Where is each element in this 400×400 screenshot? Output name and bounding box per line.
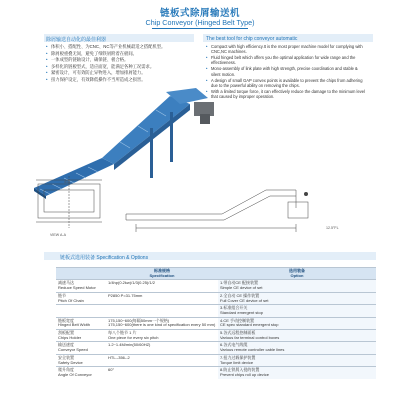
spec-value-cn: 1/4hp(0.2kw)/1/3(0.25)/1/2 [108, 280, 155, 286]
spec-cell-v [106, 292, 218, 304]
spec-value-cn: 1.2~1.4M/min(50/60HZ) [108, 342, 151, 348]
title-divider [152, 28, 248, 29]
spec-key-en: Safety Device [58, 359, 83, 365]
spec-option-en: Standard emergent stop [220, 309, 263, 315]
spec-cell-k [56, 342, 106, 354]
spec-key-en: Angle Of Conveyor [58, 371, 92, 377]
spec-key-cn: 爬升角度 [58, 367, 74, 373]
spec-col1-en: Specification [149, 272, 175, 278]
spec-cell-v [106, 305, 218, 317]
spec-key-cn: 刮板配置 [58, 330, 74, 336]
feature-en-item: • A design of small GAP convex points is available to prevent the chips from adhering due to the powerful ability on removing the chips. [206, 78, 366, 89]
spec-key-en: Chips Holder [58, 334, 82, 340]
spec-cell-k [56, 305, 106, 317]
spec-cell-v [106, 280, 218, 292]
spec-key-cn: 减速马达 [58, 280, 74, 286]
spec-cell-k [56, 292, 106, 304]
drawing-dimension-right: 12.5°FL [326, 226, 339, 230]
spec-key-en: Pitch Of Chain [58, 297, 84, 303]
spec-option-cn: 3.标准组合开关 [220, 305, 248, 311]
spec-option-en: CE spec standard emergent stop [220, 322, 279, 328]
spec-key-cn: 安全装置 [58, 354, 74, 360]
spec-option-en: Various far terminal control boxes [220, 334, 280, 340]
spec-cell-k [56, 280, 106, 292]
feature-cn-item: • 多样化的链板型式，适应面宽，能满足各种工况需求。 [46, 64, 191, 71]
spec-option-en: Torque limit device [220, 359, 254, 365]
technical-drawing [26, 168, 376, 240]
features-cn-list [46, 44, 191, 84]
spec-cell-v2 [218, 330, 376, 342]
spec-value-en: 175,150~600(there is one kind of specification every 50 mm) [108, 322, 216, 328]
spec-value-cn: HTL--356--2 [108, 354, 130, 360]
spec-col-key [56, 268, 106, 280]
spec-option-cn: 7.扭力过载保护装置 [220, 354, 256, 360]
spec-value-cn: P2850 P=31.75mm [108, 292, 143, 298]
spec-row [56, 305, 376, 317]
spec-cell-k [56, 330, 106, 342]
spec-cell-k [56, 317, 106, 329]
feature-en-item: • With a limited torque force, it can effectively reduce the damage to the minimum level that caused by improper operation. [206, 89, 366, 100]
spec-option-cn: 8.防止铁屑入侵的装置 [220, 367, 260, 373]
spec-option-en: Various remote controller cable lines [220, 347, 285, 353]
spec-col2-en: Option [290, 272, 304, 278]
spec-row [56, 342, 376, 354]
spec-cell-v [106, 367, 218, 379]
spec-value-en: One piece for every six pitch [108, 334, 159, 340]
feature-cn-item: • 一体成型的链轴设计，确保链、板合格。 [46, 57, 191, 64]
spec-col2-cn: 选用装备 [289, 268, 305, 273]
features-cn-heading: 除屑输送自动化的最佳利器 [46, 36, 107, 43]
spec-cell-v2 [218, 280, 376, 292]
spec-col-option [218, 268, 376, 280]
spec-option-cn: 1.带自动CE 配接装置 [220, 280, 259, 286]
spec-value-cn: 60° [108, 367, 115, 373]
feature-en-item: • Mono-assembly of link plate with high strength, precise coordination and stable & silent motion. [206, 66, 366, 77]
feature-en-item: • Compact with high efficiency.It is the most proper machine model for complying with CNC,NC machines. [206, 44, 366, 55]
page-title-en: Chip Conveyor (Hinged Belt Type) [145, 18, 255, 27]
spec-cell-v [106, 317, 218, 329]
spec-cell-v [106, 342, 218, 354]
spec-cell-k [56, 367, 106, 379]
spec-cell-v2 [218, 367, 376, 379]
spec-table-header [56, 268, 376, 280]
spec-row [56, 317, 376, 329]
spec-cell-v [106, 354, 218, 366]
spec-table [56, 267, 376, 379]
features-en-heading: The best tool for chip conveyor automatic [206, 35, 298, 42]
spec-option-en: Prevent chips roll up device [220, 371, 269, 377]
spec-option-en: Simple CE device of set [220, 285, 263, 291]
features-en-list [206, 44, 366, 100]
spec-col-specification [106, 268, 218, 280]
spec-row [56, 330, 376, 342]
spec-option-cn: 2.全自动 CE 操作装置 [220, 292, 260, 298]
spec-key-cn: 输送速度 [58, 342, 74, 348]
drawing-dimension-left: 415 [64, 180, 70, 184]
feature-cn-item: • 除屑板重叠无间，避免了细铁屑附着在板间。 [46, 51, 191, 58]
spec-key-cn: 链节 [58, 292, 66, 298]
feature-cn-item: • 扭力保护设定，有效降低操作不当所造成之损害。 [46, 77, 191, 84]
feature-cn-item: • 紧密设计，可有效防止异物进入，增加排屑能力。 [46, 70, 191, 77]
spec-option-cn: 6.各式电气线缆 [220, 342, 248, 348]
spec-option-cn: 4.CE 手动控制装置 [220, 317, 255, 323]
drawing-view-label: VIEW A-A [50, 233, 66, 237]
spec-key-en: Hinged Belt Width [58, 322, 91, 328]
page-title-cn: 链板式除屑输送机 [159, 8, 240, 19]
spec-value-cn: 每八个链节 1 片 [108, 330, 137, 336]
spec-row [56, 292, 376, 304]
spec-cell-v2 [218, 354, 376, 366]
spec-option-en: Full Cover CE device of set [220, 297, 269, 303]
spec-col1-cn: 标准规格 [154, 268, 170, 273]
feature-en-item: • Fluid hinged belt which offers you the optimal application for wide range and the effectiveness. [206, 55, 366, 66]
spec-cell-v2 [218, 342, 376, 354]
spec-heading: 链板式选用装备 Specification & Options [60, 254, 149, 261]
feature-cn-item: • 体积小、搭配性、为CNC、NC等产业机械最适之搭配机型。 [46, 44, 191, 51]
spec-key-cn: 链板宽度 [58, 317, 74, 323]
spec-row [56, 354, 376, 366]
spec-value-cn: 175,150~600(每隔50mm一个规格) [108, 317, 170, 323]
spec-cell-v [106, 330, 218, 342]
spec-cell-v2 [218, 305, 376, 317]
spec-cell-v2 [218, 317, 376, 329]
spec-key-en: Conveyor Speed [58, 347, 88, 353]
spec-row [56, 367, 376, 379]
spec-row [56, 280, 376, 292]
spec-option-cn: 5.各式远程控制面板 [220, 330, 256, 336]
spec-cell-v2 [218, 292, 376, 304]
spec-cell-k [56, 354, 106, 366]
spec-key-en: Reduce Speed Motor [58, 285, 96, 291]
